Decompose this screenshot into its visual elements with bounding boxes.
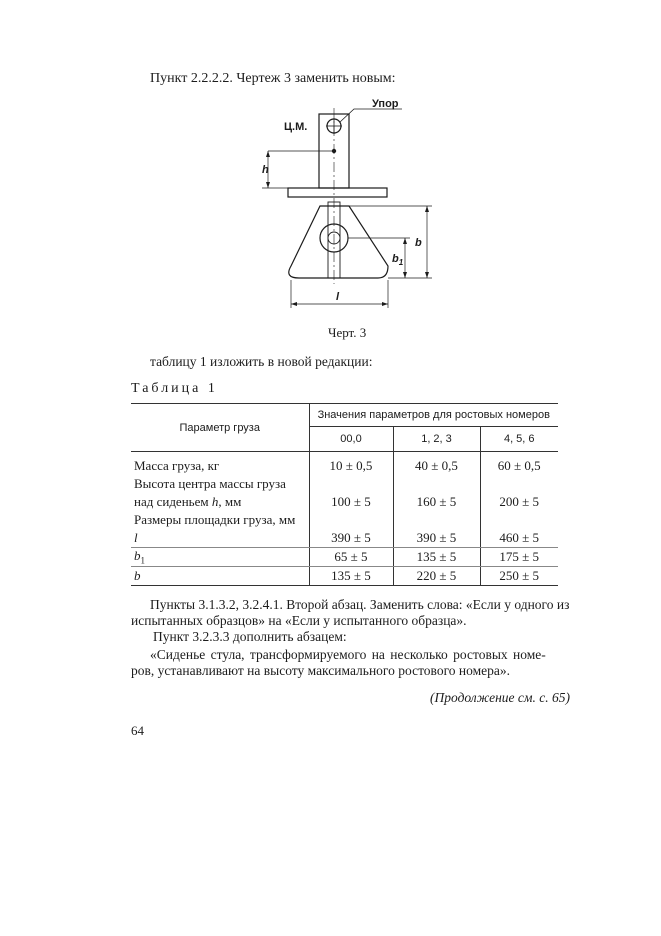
header-col-3: 4, 5, 6 bbox=[480, 427, 558, 452]
cell-value: 160 ± 5 bbox=[393, 493, 480, 511]
label-stop: Упор bbox=[372, 98, 399, 110]
cell-value: 390 ± 5 bbox=[393, 529, 480, 548]
intro-text: Пункт 2.2.2.2. Чертеж 3 заменить новым: bbox=[150, 71, 396, 86]
table-row bbox=[131, 452, 558, 476]
technical-drawing bbox=[250, 94, 450, 316]
cell-value: 250 ± 5 bbox=[480, 567, 558, 586]
paragraph-1-line-1: Пункты 3.1.3.2, 3.2.4.1. Второй абзац. Заменить слова: «Если у одного из bbox=[150, 597, 570, 612]
paragraph-2: Пункт 3.2.3.3 дополнить абзацем: bbox=[153, 629, 347, 644]
row-label: Масса груза, кг bbox=[134, 457, 220, 473]
cell-value: 100 ± 5 bbox=[309, 493, 393, 511]
paragraph-3-line-2: ров, устанавливают на высоту максимального ростового номера». bbox=[131, 663, 511, 678]
cell-value: 40 ± 0,5 bbox=[393, 452, 480, 476]
row-label: Размеры площадки груза, мм bbox=[134, 512, 296, 527]
continuation-note: (Продолжение см. с. 65) bbox=[430, 690, 570, 705]
cell-value: 65 ± 5 bbox=[309, 548, 393, 567]
table-row bbox=[131, 511, 558, 529]
cell-value: 175 ± 5 bbox=[480, 548, 558, 567]
cell-value: 135 ± 5 bbox=[309, 567, 393, 586]
label-b: b bbox=[415, 237, 422, 249]
table-row bbox=[131, 529, 558, 548]
page-number: 64 bbox=[131, 723, 144, 738]
header-col-1: 00,0 bbox=[309, 427, 393, 452]
parameters-table bbox=[131, 403, 558, 586]
table-intro-text: таблицу 1 изложить в новой редакции: bbox=[150, 354, 373, 369]
drawing-caption: Черт. 3 bbox=[328, 325, 367, 340]
cell-value: 390 ± 5 bbox=[309, 529, 393, 548]
cell-value: 60 ± 0,5 bbox=[480, 452, 558, 476]
table-row bbox=[131, 493, 558, 511]
paragraph-3-line-1: «Сиденье стула, трансформируемого на несколько ростовых номе- bbox=[150, 647, 546, 662]
table-row bbox=[131, 548, 558, 567]
header-values: Значения параметров для ростовых номеров bbox=[309, 404, 558, 427]
row-label: b bbox=[134, 568, 141, 583]
label-center-of-mass: Ц.М. bbox=[284, 121, 308, 133]
table-title: Таблица 1 bbox=[131, 381, 218, 396]
header-col-2: 1, 2, 3 bbox=[393, 427, 480, 452]
row-label: l bbox=[131, 529, 309, 548]
label-b1: $b_1$ bbox=[392, 253, 404, 267]
label-l: l bbox=[336, 291, 340, 303]
cell-value: 135 ± 5 bbox=[393, 548, 480, 567]
cell-value: 200 ± 5 bbox=[480, 493, 558, 511]
header-parameter: Параметр груза bbox=[131, 404, 309, 452]
table-row bbox=[131, 475, 558, 493]
label-h: h bbox=[262, 164, 269, 176]
drawing-top-plate bbox=[288, 188, 387, 197]
cell-value: 460 ± 5 bbox=[480, 529, 558, 548]
row-label: $b_1$ bbox=[131, 548, 309, 567]
cell-value: 10 ± 0,5 bbox=[309, 452, 393, 476]
row-label: Высота центра массы груза bbox=[134, 476, 286, 491]
table-row bbox=[131, 567, 558, 586]
cell-value: 220 ± 5 bbox=[393, 567, 480, 586]
row-label: над сиденьем h, мм bbox=[134, 494, 242, 509]
paragraph-1-line-2: испытанных образцов» на «Если у испытанного образца». bbox=[131, 613, 467, 628]
